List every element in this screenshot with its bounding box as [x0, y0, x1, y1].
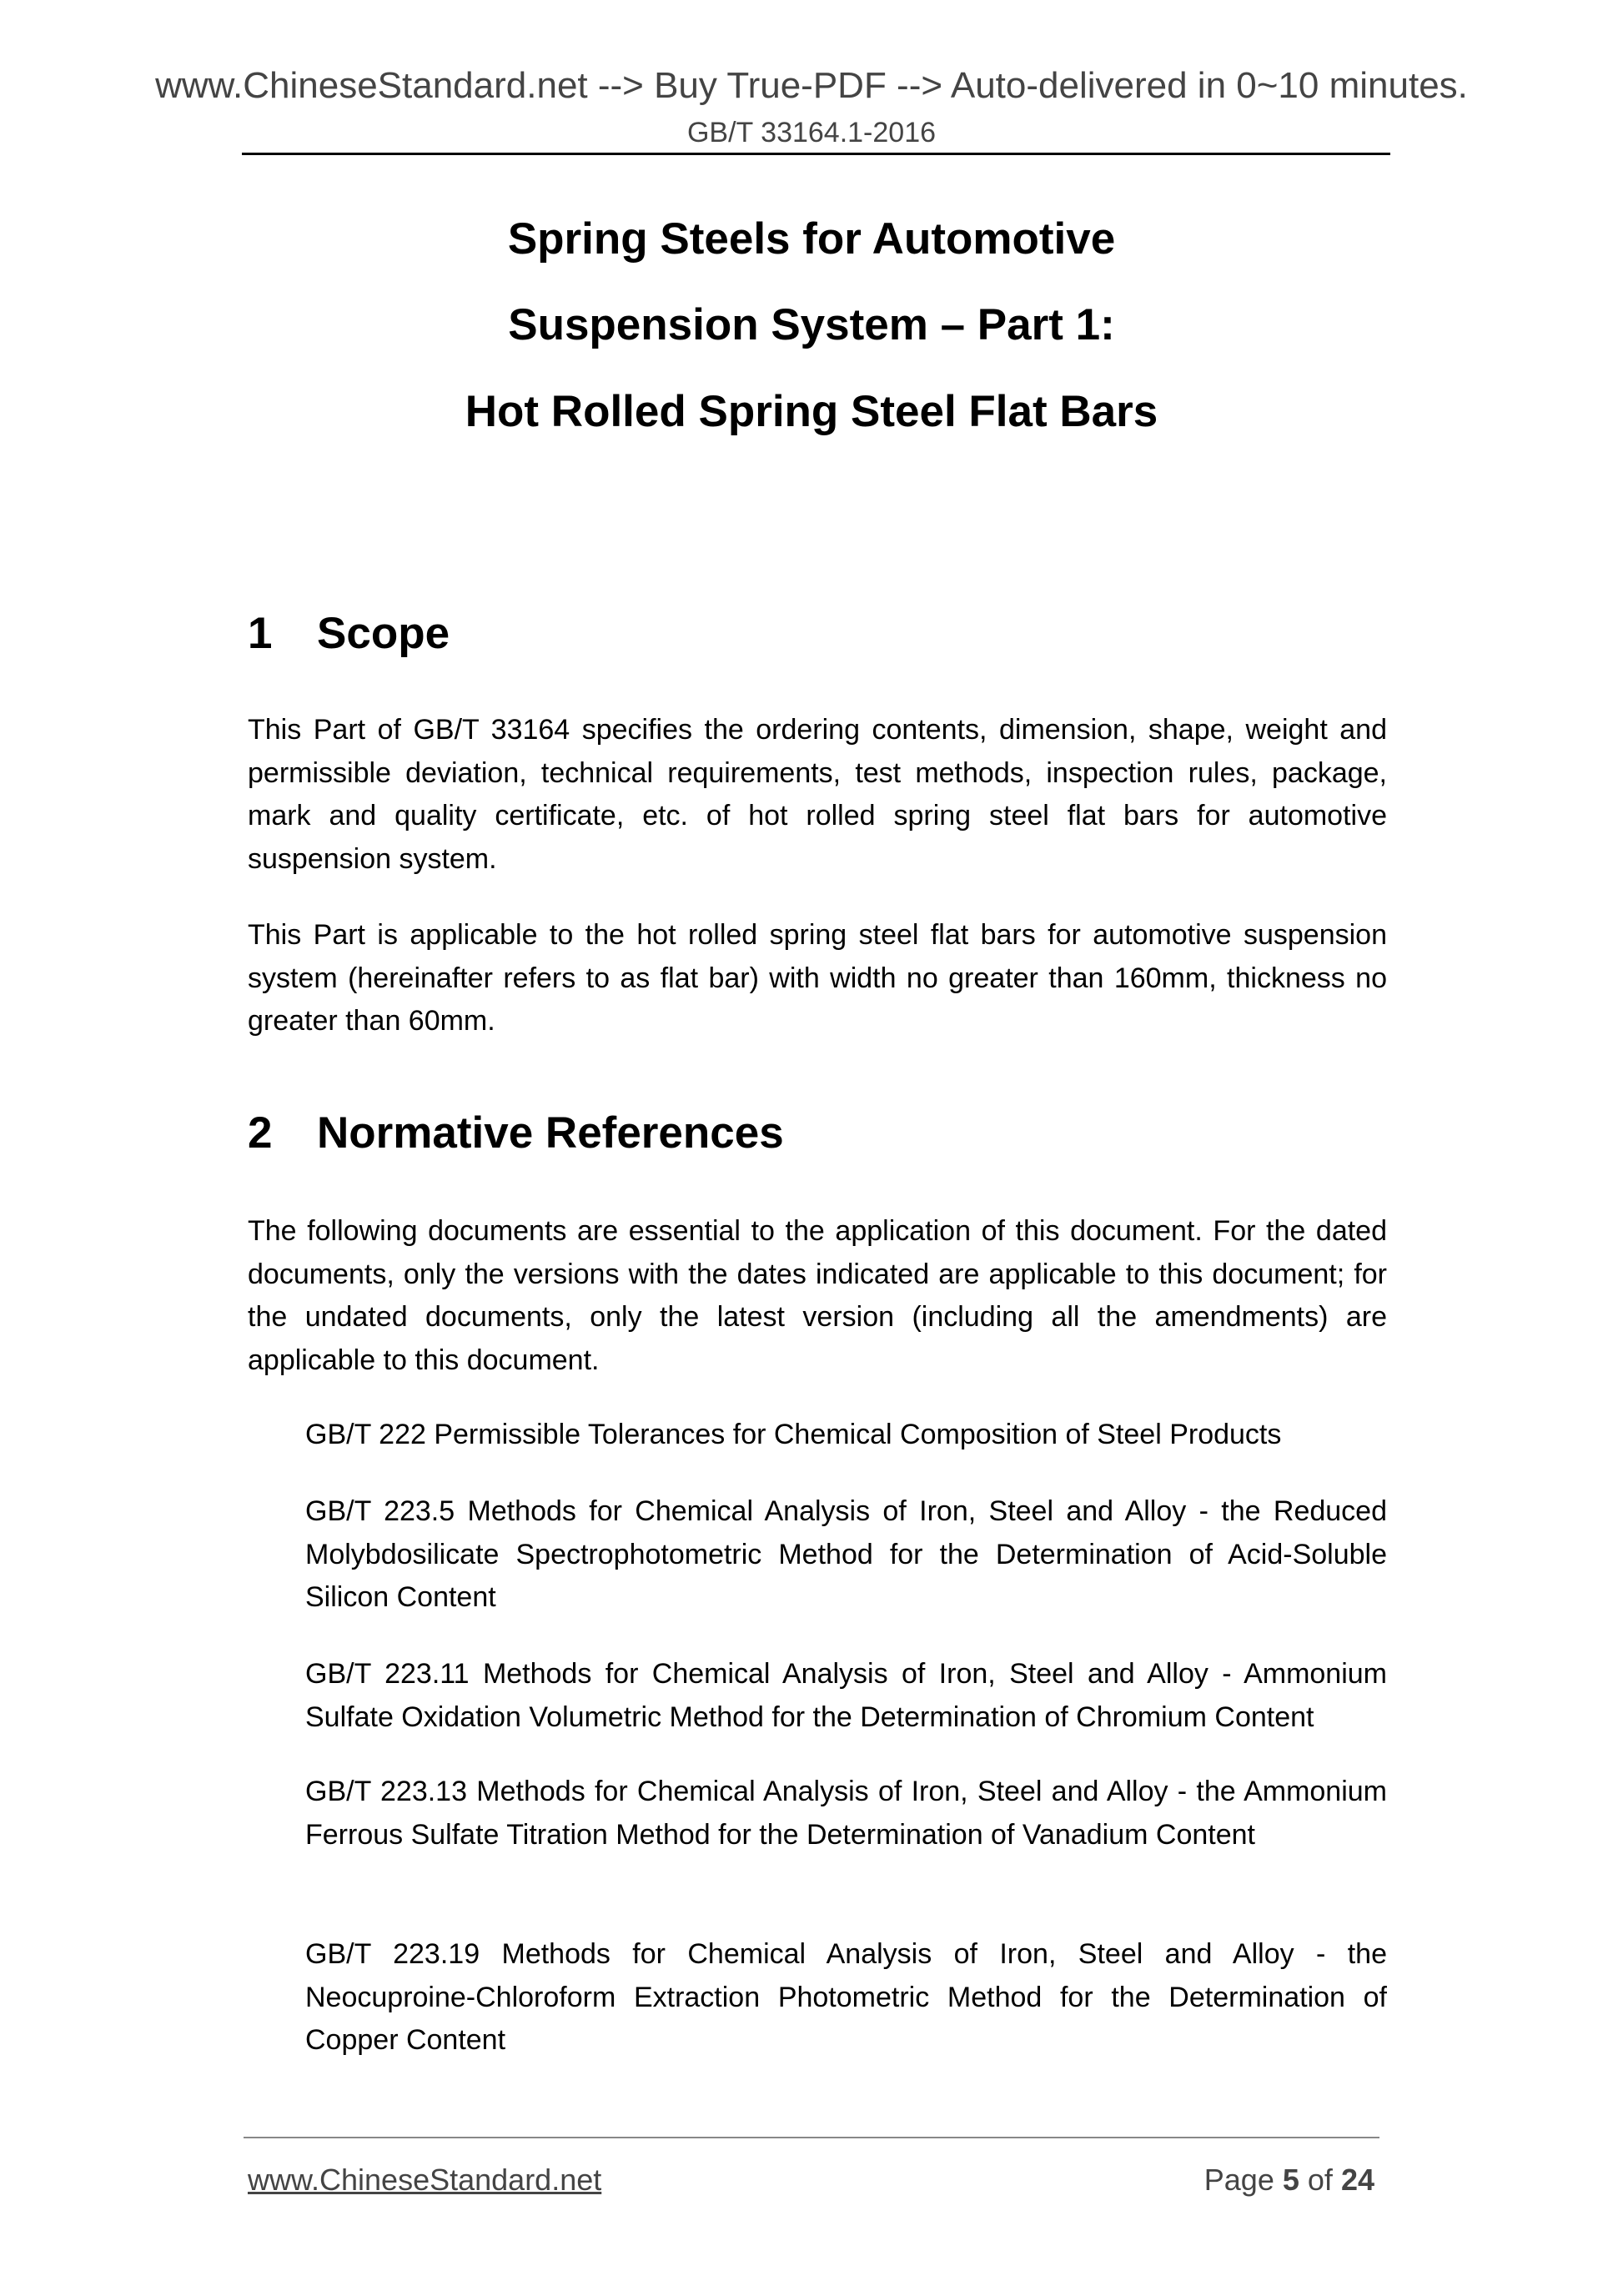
page-label: Page	[1203, 2163, 1274, 2197]
header-divider	[242, 153, 1390, 155]
section-number: 1	[248, 609, 273, 658]
section-number: 2	[248, 1108, 273, 1158]
footer-divider	[244, 2137, 1379, 2138]
scope-paragraph-2: This Part is applicable to the hot rolled spring steel flat bars for automotive suspension system (hereinafter refers to as flat bar) with width no greater than 160mm, thickness no greater than 60mm.	[248, 919, 1387, 1037]
page-current: 5	[1282, 2163, 1299, 2197]
reference-item: GB/T 223.13 Methods for Chemical Analysis of Iron, Steel and Alloy - the Ammonium Ferrous Sulfate Titration Method for the Determination of Vanadium Content	[305, 1776, 1387, 1851]
reference-item: GB/T 223.5 Methods for Chemical Analysis of Iron, Steel and Alloy - the Reduced Molybdosilicate Spectrophotometric Method for the Determination of Acid-Soluble Silicon Content	[305, 1495, 1387, 1613]
standard-number: GB/T 33164.1-2016	[686, 117, 937, 148]
section-title: Normative References	[317, 1108, 784, 1158]
section-heading-scope	[248, 608, 450, 659]
page-of: of	[1307, 2163, 1333, 2197]
reference-item: GB/T 223.11 Methods for Chemical Analysis of Iron, Steel and Alloy - Ammonium Sulfate Oxidation Volumetric Method for the Determination of Chromium Content	[305, 1658, 1387, 1733]
section-title: Scope	[317, 609, 450, 658]
section-heading-normative-references	[248, 1108, 784, 1158]
header-banner: www.ChineseStandard.net --> Buy True-PDF --> Auto-delivered in 0~10 minutes.	[155, 65, 1468, 106]
page-indicator	[1204, 2163, 1374, 2198]
scope-paragraph-1: This Part of GB/T 33164 specifies the ordering contents, dimension, shape, weight and permissible deviation, technical requirements, test methods, inspection rules, package, mark and quality certificate, etc. of hot rolled spring steel flat bars for automotive suspension system.	[248, 714, 1387, 875]
reference-item: GB/T 223.19 Methods for Chemical Analysis of Iron, Steel and Alloy - the Neocuproine-Chloroform Extraction Photometric Method for the Determination of Copper Content	[305, 1938, 1387, 2056]
doc-title-line-2: Suspension System – Part 1:	[508, 300, 1115, 349]
doc-title-line-1: Spring Steels for Automotive	[507, 214, 1116, 264]
doc-title-line-3: Hot Rolled Spring Steel Flat Bars	[465, 387, 1158, 436]
reference-item: GB/T 222 Permissible Tolerances for Chemical Composition of Steel Products	[305, 1419, 1282, 1450]
footer-site-link[interactable]: www.ChineseStandard.net	[248, 2163, 602, 2197]
page-total: 24	[1340, 2163, 1374, 2197]
references-intro-paragraph: The following documents are essential to the application of this document. For the dated documents, only the versions with the dates indicated are applicable to this document; for the undated documents, only the latest version (including all the amendments) are applicable to this document.	[248, 1215, 1387, 1376]
